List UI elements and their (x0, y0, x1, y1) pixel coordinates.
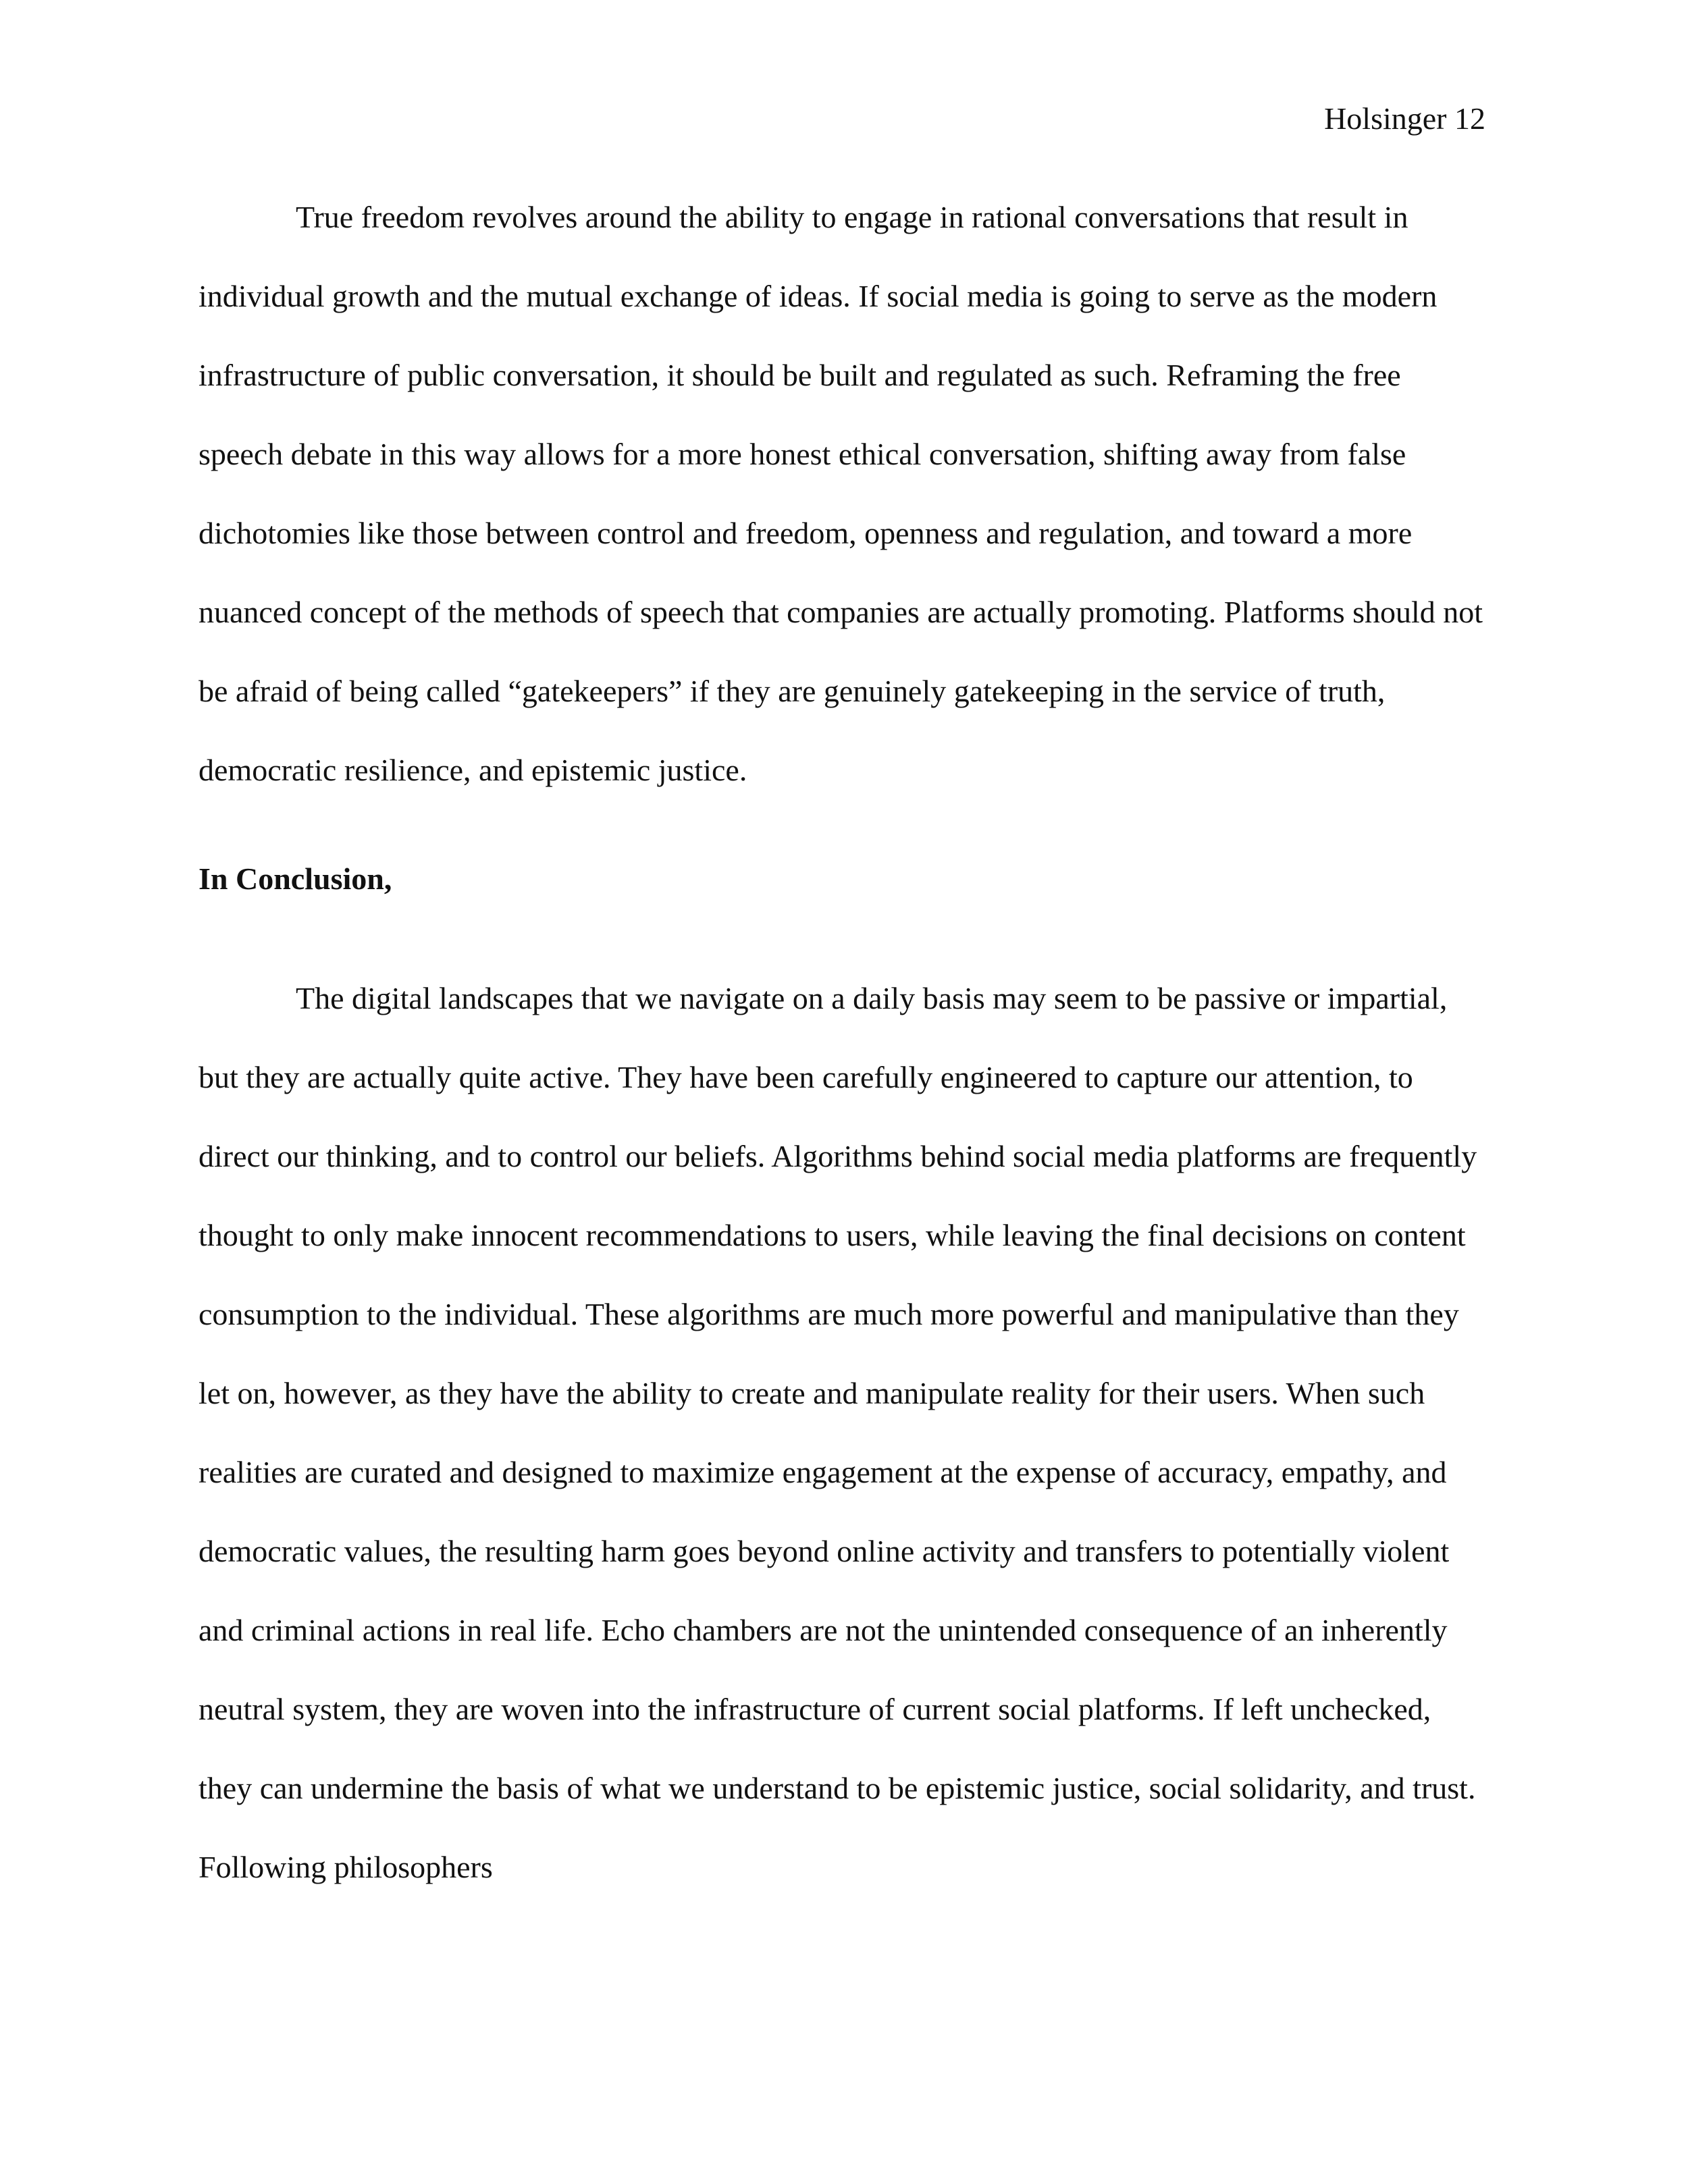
body-paragraph-gatekeepers: True freedom revolves around the ability to engage in rational conversations that result in individual growth and the mutual exchange of ideas. If social media is going to serve as the modern infrastructure of public conversation, it should be built and regulated as such. Reframing the free speech debate in this way allows for a more honest ethical conversation, shifting away from false dichotomies like those between control and freedom, openness and regulation, and toward a more nuanced concept of the methods of speech that companies are actually promoting. Platforms should not be afraid of being called “gatekeepers” if they are genuinely gatekeeping in the service of truth, democratic resilience, and epistemic justice. (199, 200, 1483, 787)
section-heading-conclusion: In Conclusion, (199, 861, 392, 896)
running-head-page-number: Holsinger 12 (1324, 101, 1485, 136)
body-paragraph-conclusion: The digital landscapes that we navigate on a daily basis may seem to be passive or impartial, but they are actually quite active. They have been carefully engineered to capture our attention, to direct our thinking, and to control our beliefs. Algorithms behind social media platforms are frequently thought to only make innocent recommendations to users, while leaving the final decisions on content consumption to the individual. These algorithms are much more powerful and manipulative than they let on, however, as they have the ability to create and manipulate reality for their users. When such realities are curated and designed to maximize engagement at the expense of accuracy, empathy, and democratic values, the resulting harm goes beyond online activity and transfers to potentially violent and criminal actions in real life. Echo chambers are not the unintended consequence of an inherently neutral system, they are woven into the infrastructure of current social platforms. If left unchecked, they can undermine the basis of what we understand to be epistemic justice, social solidarity, and trust. Following philosophers (199, 981, 1477, 1884)
